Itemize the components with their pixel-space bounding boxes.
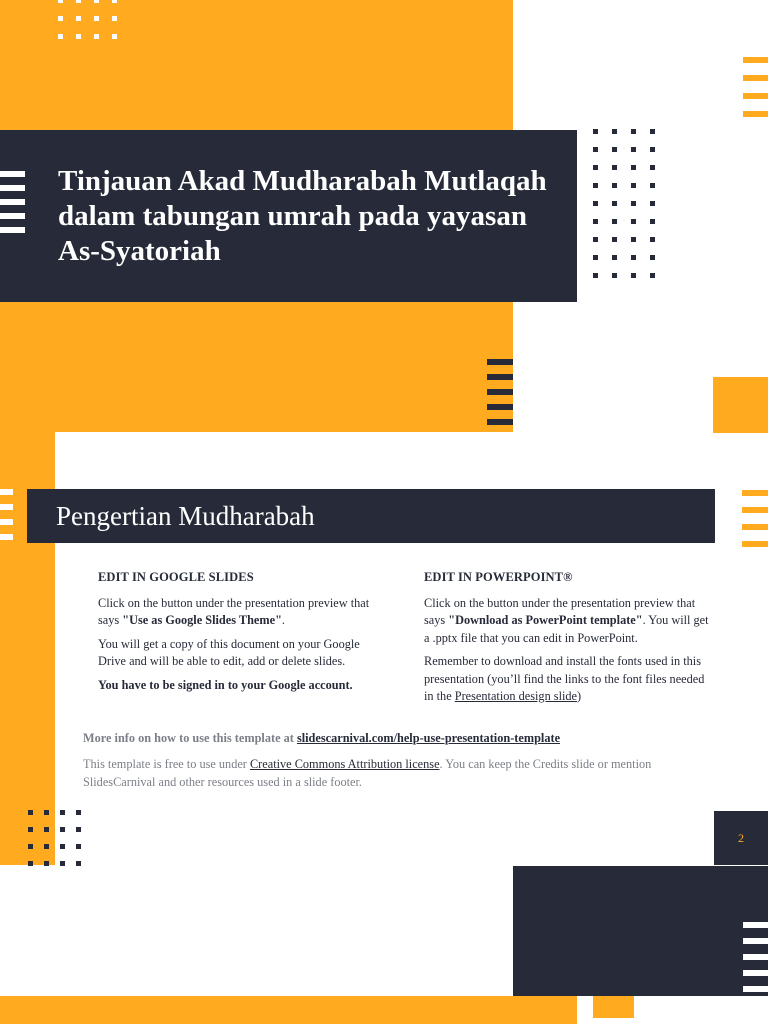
- ppt-p1-bold: "Download as PowerPoint template": [448, 613, 643, 627]
- ppt-p2-text: Remember to download and install the fonts used in this presentation (you’ll find the links to the font files needed in the: [424, 654, 705, 703]
- license-pre: This template is free to use under: [83, 757, 250, 771]
- google-slides-p3: [98, 677, 390, 695]
- creative-commons-link[interactable]: Creative Commons Attribution license: [249, 757, 440, 771]
- ppt-p1-end: . You will get a .pptx file that you can edit in PowerPoint.: [424, 613, 709, 645]
- google-p1-bold: "Use as Google Slides Theme": [122, 613, 282, 627]
- powerpoint-p1: [424, 595, 716, 648]
- powerpoint-column: [424, 569, 716, 712]
- google-slides-heading: EDIT IN GOOGLE SLIDES: [98, 570, 254, 584]
- slide2-stripes-left: [0, 489, 13, 540]
- powerpoint-p2: [424, 653, 716, 706]
- google-p1-text: Click on the button under the presentation preview that says: [98, 595, 370, 627]
- ppt-p2-end: ): [577, 689, 582, 703]
- slide2-dots-bottom-left: [28, 810, 81, 866]
- slide3-stripes-right: [743, 922, 768, 992]
- google-p3-bold: You have to be signed in to your Google account.: [98, 677, 353, 692]
- more-info-line: [83, 731, 560, 746]
- license-text: [83, 755, 703, 791]
- slide3-navy-block: [513, 866, 768, 996]
- google-slides-column: [98, 569, 390, 700]
- ppt-p1-text: Click on the button under the presentation preview that says: [424, 595, 696, 627]
- slide1-dots-top: [58, 0, 117, 39]
- slide1-stripes-bottom: [487, 359, 513, 425]
- help-template-link[interactable]: slidescarnival.com/help-use-presentation-template: [296, 731, 561, 745]
- slide1-dots-bottom-right: [713, 377, 768, 433]
- google-slides-p1: [98, 595, 390, 630]
- slide3-dots-bottom: [593, 996, 634, 1018]
- powerpoint-heading: EDIT IN POWERPOINT®: [424, 570, 573, 584]
- slide2-title: Pengertian Mudharabah: [56, 501, 315, 531]
- slide1-stripes-left: [0, 171, 25, 233]
- more-info-text: More info on how to use this template at: [83, 731, 297, 745]
- google-slides-p2: You will get a copy of this document on your Google Drive and will be able to edit, add or delete slides.: [98, 636, 360, 668]
- license-post: . You can keep the Credits slide or mention SlidesCarnival and other resources used in a slide footer.: [83, 757, 652, 789]
- page-number: 2: [714, 811, 768, 865]
- slide3-orange-bar: [0, 996, 577, 1024]
- slide2-stripes-right: [742, 490, 768, 547]
- presentation-design-link[interactable]: Presentation design slide: [454, 689, 578, 703]
- slide1-stripes-right: [743, 57, 768, 117]
- slide1-dots-right: [593, 129, 655, 278]
- slide1-title: Tinjauan Akad Mudharabah Mutlaqah dalam tabungan umrah pada yayasan As-Syatoriah: [58, 165, 547, 267]
- google-p1-end: .: [281, 613, 285, 627]
